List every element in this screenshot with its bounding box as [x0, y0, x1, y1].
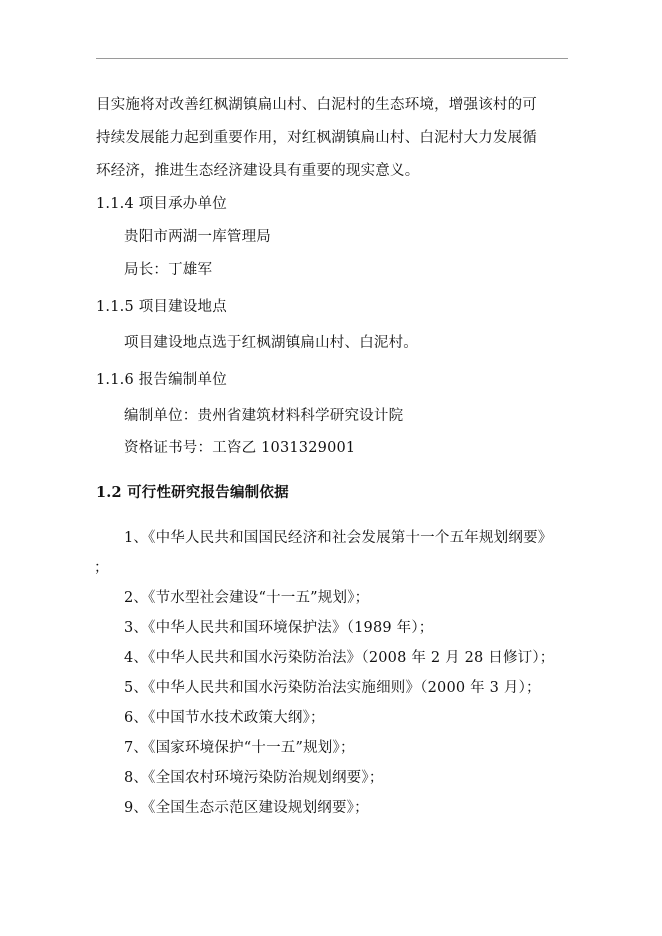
project-location: 项目建设地点选于红枫湖镇扁山村、白泥村。 — [124, 335, 418, 351]
heading-1-1-6: 1.1.6 报告编制单位 — [96, 372, 227, 388]
basis-item-4: 4、《中华人民共和国水污染防治法》（2008 年 2 月 28 日修订）； — [124, 650, 555, 666]
basis-item-5: 5、《中华人民共和国水污染防治法实施细则》（2000 年 3 月）； — [124, 680, 541, 696]
paragraph-line-1: 目实施将对改善红枫湖镇扁山村、白泥村的生态环境，增强该村的可 — [96, 97, 537, 113]
basis-item-9: 9、《全国生态示范区建设规划纲要》； — [124, 800, 369, 816]
paragraph-line-3: 环经济，推进生态经济建设具有重要的现实意义。 — [96, 163, 420, 179]
heading-1-1-5: 1.1.5 项目建设地点 — [96, 299, 227, 315]
basis-item-6: 6、《中国节水技术政策大纲》； — [124, 710, 325, 726]
director-name: 局长：丁雄军 — [124, 262, 213, 278]
basis-item-1: 1、《中华人民共和国国民经济和社会发展第十一个五年规划纲要》 — [124, 530, 553, 546]
basis-item-2: 2、《节水型社会建设“十一五”规划》； — [124, 590, 370, 606]
organizer-name: 贵阳市两湖一库管理局 — [124, 229, 271, 245]
basis-item-3: 3、《中华人民共和国环境保护法》（1989 年）； — [124, 620, 434, 636]
basis-item-8: 8、《全国农村环境污染防治规划纲要》； — [124, 770, 384, 786]
paragraph-line-2: 持续发展能力起到重要作用，对红枫湖镇扁山村、白泥村大力发展循 — [96, 130, 537, 146]
basis-item-1-continuation: ； — [94, 560, 109, 576]
header-rule — [96, 58, 568, 59]
certificate-number: 资格证书号：工咨乙 1031329001 — [124, 440, 356, 456]
compiling-unit: 编制单位：贵州省建筑材料科学研究设计院 — [124, 408, 404, 424]
basis-item-7: 7、《国家环境保护“十一五”规划》； — [124, 740, 355, 756]
heading-1-2: 1.2 可行性研究报告编制依据 — [96, 484, 289, 501]
heading-1-1-4: 1.1.4 项目承办单位 — [96, 196, 227, 212]
